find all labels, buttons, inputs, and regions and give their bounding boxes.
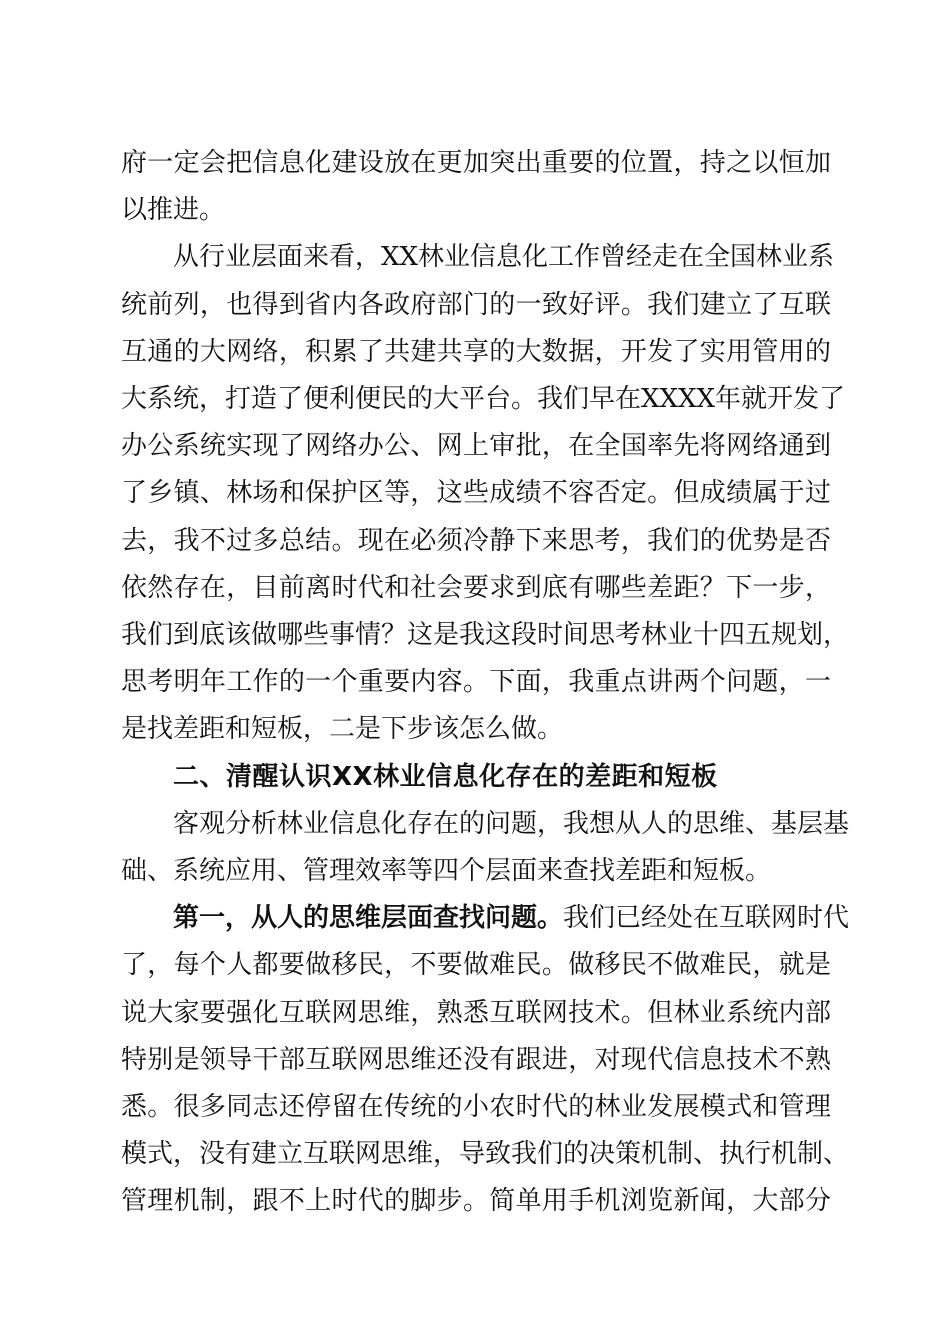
text-line: 悉。很多同志还停留在传统的小农时代的林业发展模式和管理 [121,1092,831,1123]
paragraph-3 [121,801,850,895]
document-body [121,140,850,1226]
lead-sentence: 第一，从人的思维层面查找问题。 [173,903,564,934]
text-line: 了乡镇、林场和保护区等，这些成绩不容否定。但成绩属于过 [121,478,831,509]
text-line: 础、系统应用、管理效率等四个层面来查找差距和短板。 [121,856,772,887]
text-run: 我们已经处在互联网时代 [563,903,850,934]
text-line: 去，我不过多总结。现在必须冷静下来思考，我们的优势是否 [121,525,831,556]
text-line: 依然存在，目前离时代和社会要求到底有哪些差距？下一步， [121,572,831,603]
text-line: 管理机制，跟不上时代的脚步。简单用手机浏览新闻，大部分 [121,1186,831,1217]
text-line: 特别是领导干部互联网思维还没有跟进，对现代信息技术不熟 [121,1044,831,1075]
section-heading: 二、清醒认识XX林业信息化存在的差距和短板 [173,761,718,792]
text-line: 统前列，也得到省内各政府部门的一致好评。我们建立了互联 [121,289,831,320]
text-line: 是找差距和短板，二是下步该怎么做。 [121,714,564,745]
text-line: 我们到底该做哪些事情？这是我这段时间思考林业十四五规划， [121,620,850,651]
text-line: 办公系统实现了网络办公、网上审批，在全国率先将网络通到 [121,431,831,462]
paragraph-2 [121,234,850,753]
text-line: 说大家要强化互联网思维，熟悉互联网技术。但林业系统内部 [121,997,831,1028]
paragraph-4 [121,895,850,1225]
text-line: 模式，没有建立互联网思维，导致我们的决策机制、执行机制、 [121,1139,850,1170]
text-line: 客观分析林业信息化存在的问题，我想从人的思维、基层基 [173,808,850,839]
text-line: 互通的大网络，积累了共建共享的大数据，开发了实用管用的 [121,336,831,367]
text-line: 大系统，打造了便利便民的大平台。我们早在XXXX年就开发了 [121,384,846,415]
text-line: 从行业层面来看，XX林业信息化工作曾经走在全国林业系 [173,242,835,273]
text-line-with-lead [121,895,850,942]
paragraph-1 [121,140,831,234]
text-line: 了，每个人都要做移民，不要做难民。做移民不做难民，就是 [121,950,831,981]
text-line: 思考明年工作的一个重要内容。下面，我重点讲两个问题，一 [121,667,831,698]
text-line: 以推进。 [121,195,226,226]
text-line: 府一定会把信息化建设放在更加突出重要的位置，持之以恒加 [121,148,831,178]
